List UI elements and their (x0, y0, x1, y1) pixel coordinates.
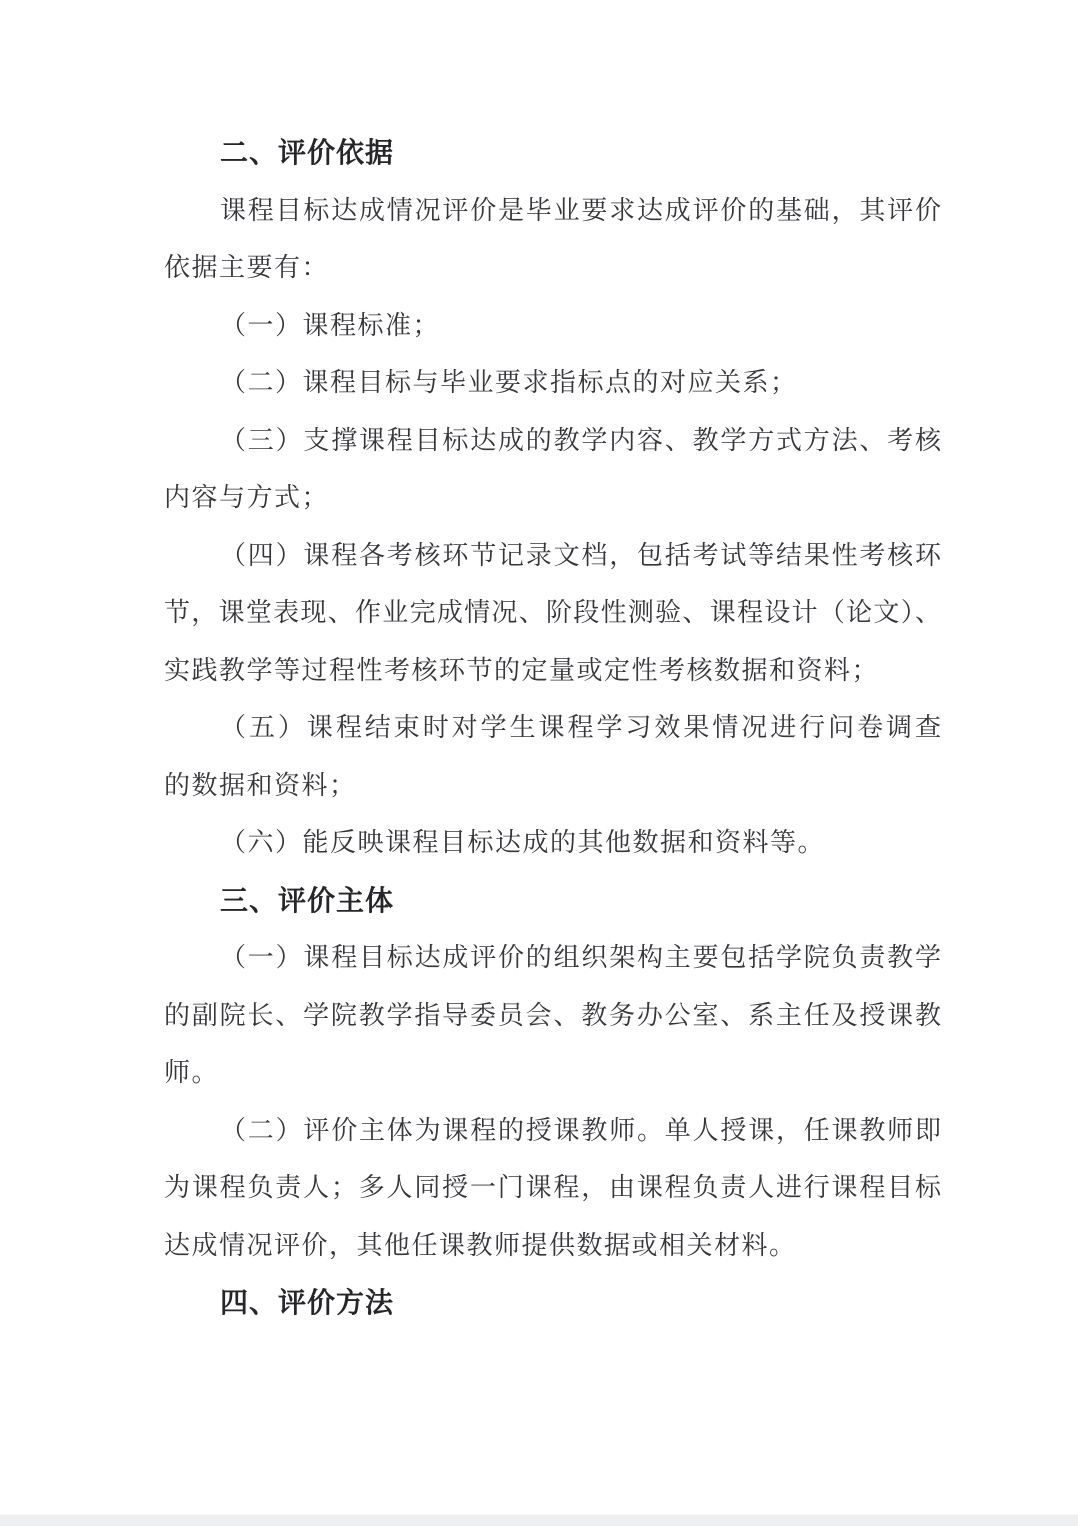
text-line: 实践教学等过程性考核环节的定量或定性考核数据和资料； (164, 655, 880, 685)
text-line: （四）课程各考核环节记录文档，包括考试等结果性考核环 (220, 540, 941, 570)
text-line: 达成情况评价，其他任课教师提供数据或相关材料。 (164, 1230, 797, 1260)
section-heading-evaluation-subject: 三、评价主体 (220, 884, 395, 916)
page-bottom-edge (0, 1514, 1078, 1526)
document-content (164, 124, 941, 1332)
text-line: 内容与方式； (164, 483, 330, 512)
text-line: （一）课程标准； (220, 310, 441, 340)
text-line: （五）课程结束时对学生课程学习效果情况进行问卷调查 (220, 713, 941, 742)
text-line: 依据主要有： (164, 253, 330, 282)
text-line: （六）能反映课程目标达成的其他数据和资料等。 (220, 828, 826, 857)
section-heading-evaluation-basis: 二、评价依据 (220, 137, 395, 168)
text-line: 课程目标达成情况评价是毕业要求达成评价的基础，其评价 (220, 195, 941, 225)
text-line: （二）课程目标与毕业要求指标点的对应关系； (220, 368, 798, 397)
section-heading-evaluation-method: 四、评价方法 (220, 1287, 395, 1318)
text-line: 师。 (164, 1058, 220, 1087)
text-line: 节，课堂表现、作业完成情况、阶段性测验、课程设计（论文）、 (164, 598, 941, 627)
text-line: （一）课程目标达成评价的组织架构主要包括学院负责教学 (220, 943, 941, 972)
text-line: 的副院长、学院教学指导委员会、教务办公室、系主任及授课教 (164, 1000, 941, 1030)
text-line: （三）支撑课程目标达成的教学内容、教学方式方法、考核 (220, 425, 941, 455)
text-line: （二）评价主体为课程的授课教师。单人授课，任课教师即 (220, 1115, 941, 1145)
text-line: 的数据和资料； (164, 770, 357, 800)
text-line: 为课程负责人；多人同授一门课程，由课程负责人进行课程目标 (164, 1173, 941, 1202)
